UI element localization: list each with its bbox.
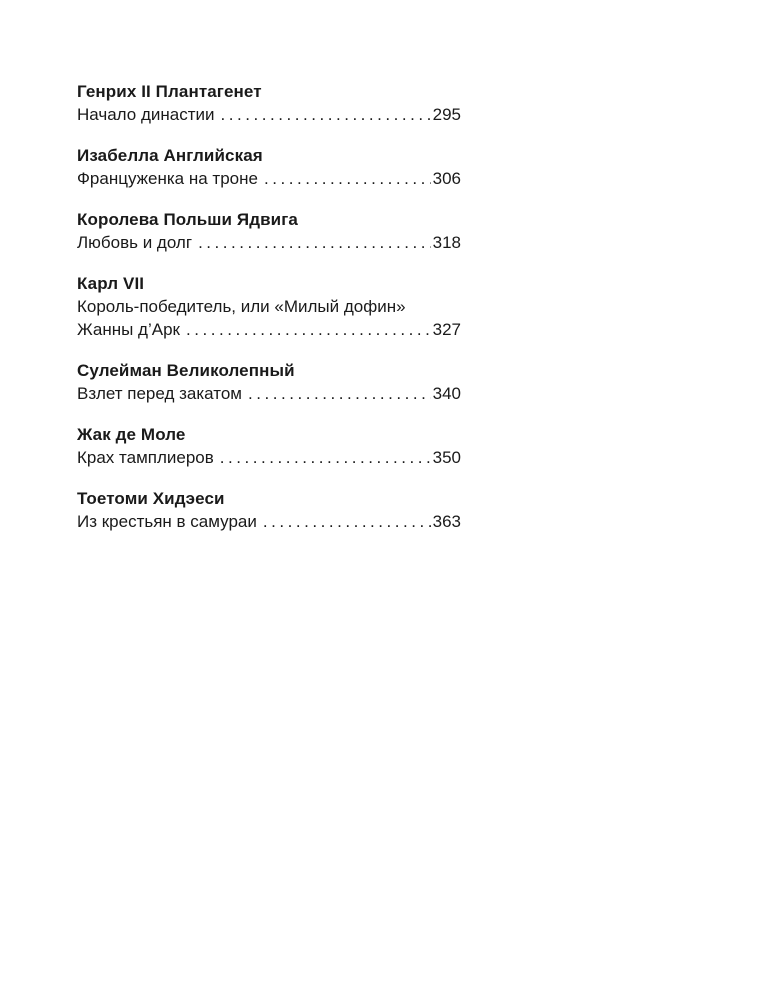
- entry-chapter-title-line1[interactable]: Король-победитель, или «Милый дофин»: [77, 297, 406, 316]
- dot-leader: [263, 510, 431, 533]
- table-of-contents: [77, 80, 461, 551]
- entry-chapter-title: Крах тамплиеров: [77, 448, 214, 467]
- entry-chapter-line[interactable]: [77, 446, 461, 469]
- entry-chapter-title: Любовь и долг: [77, 233, 193, 252]
- entry-chapter-title: Начало династии: [77, 105, 215, 124]
- toc-entry-jadwiga: [77, 208, 461, 254]
- entry-chapter-line[interactable]: [77, 231, 461, 254]
- entry-chapter-title: Взлет перед закатом: [77, 384, 242, 403]
- dot-leader: [198, 231, 431, 254]
- dot-leader: [264, 167, 431, 190]
- toc-entry-henry-ii: [77, 80, 461, 126]
- toc-entry-charles-vii: [77, 272, 461, 341]
- entry-chapter-line[interactable]: [77, 167, 461, 190]
- entry-chapter-line[interactable]: [77, 382, 461, 405]
- entry-page-number: 350: [432, 448, 461, 467]
- entry-chapter-line[interactable]: [77, 510, 461, 533]
- entry-person-name: Изабелла Английская: [77, 146, 263, 165]
- dot-leader: [220, 446, 431, 469]
- entry-chapter-title: Жанны д’Арк: [77, 320, 180, 339]
- entry-chapter-line[interactable]: [77, 318, 461, 341]
- entry-chapter-title: Из крестьян в самураи: [77, 512, 257, 531]
- entry-person-name: Королева Польши Ядвига: [77, 210, 298, 229]
- entry-person-name: Тоетоми Хидэеси: [77, 489, 225, 508]
- dot-leader: [186, 318, 431, 341]
- entry-chapter-title: Француженка на троне: [77, 169, 258, 188]
- toc-entry-toyotomi-hideyoshi: [77, 487, 461, 533]
- entry-page-number: 363: [432, 512, 461, 531]
- toc-entry-isabella: [77, 144, 461, 190]
- dot-leader: [221, 103, 431, 126]
- entry-page-number: 306: [432, 169, 461, 188]
- dot-leader: [248, 382, 431, 405]
- entry-chapter-line[interactable]: [77, 103, 461, 126]
- entry-page-number: 295: [432, 105, 461, 124]
- toc-entry-jacques-de-molay: [77, 423, 461, 469]
- entry-person-name: Сулейман Великолепный: [77, 361, 295, 380]
- toc-entry-suleiman: [77, 359, 461, 405]
- entry-page-number: 318: [432, 233, 461, 252]
- entry-person-name: Жак де Моле: [77, 425, 186, 444]
- entry-person-name: Карл VII: [77, 274, 145, 293]
- entry-page-number: 327: [432, 320, 461, 339]
- entry-page-number: 340: [432, 384, 461, 403]
- entry-person-name: Генрих II Плантагенет: [77, 82, 262, 101]
